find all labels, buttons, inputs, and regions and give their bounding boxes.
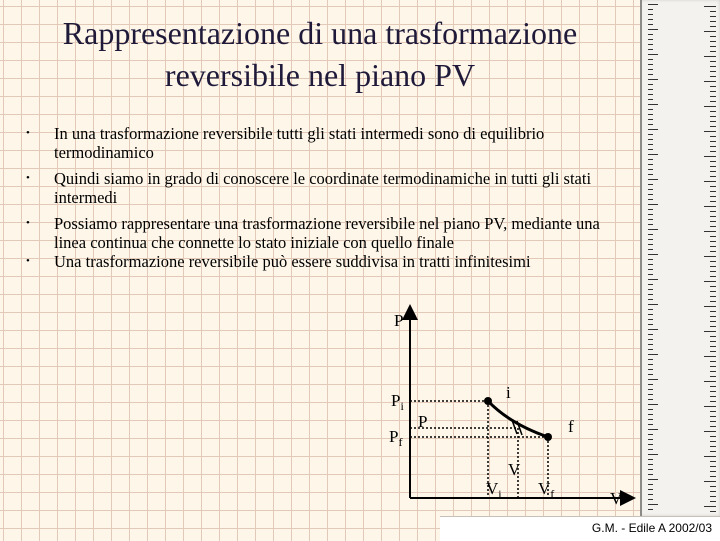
ruler-tick	[704, 81, 716, 82]
ruler-tick	[648, 309, 653, 310]
ruler-tick	[648, 414, 653, 415]
ruler-tick	[648, 154, 658, 155]
initial-state-point	[484, 397, 492, 405]
ruler-tick	[710, 86, 716, 87]
ruler-tick	[648, 429, 658, 430]
ruler-tick	[710, 141, 716, 142]
ruler-tick	[710, 266, 716, 267]
ruler-tick	[710, 221, 716, 222]
ruler-tick	[710, 386, 716, 387]
ruler-tick	[710, 201, 716, 202]
ruler-tick	[648, 149, 653, 150]
ruler-tick	[710, 36, 716, 37]
ruler-tick	[710, 126, 716, 127]
ruler-tick	[710, 301, 716, 302]
ruler-tick	[710, 101, 716, 102]
ruler-tick	[648, 4, 658, 5]
ruler-tick	[648, 164, 653, 165]
ruler-tick	[710, 146, 716, 147]
footer	[440, 516, 720, 541]
mid-v-label: V	[508, 460, 521, 479]
ruler-tick	[710, 371, 716, 372]
ruler-tick	[710, 236, 716, 237]
ruler-tick	[648, 9, 653, 10]
ruler-tick	[710, 366, 716, 367]
ruler-tick	[710, 46, 716, 47]
ruler-tick	[704, 156, 716, 157]
ruler-tick	[710, 311, 716, 312]
ruler-tick	[648, 104, 658, 105]
ruler-tick	[648, 329, 658, 330]
ruler-tick	[648, 304, 658, 305]
ruler-tick	[704, 181, 716, 182]
bullet-text: Quindi siamo in grado di conoscere le coordinate termodinamiche in tutti gli stati intermedi	[54, 169, 592, 207]
ruler-tick	[710, 391, 716, 392]
ruler-tick	[710, 121, 716, 122]
vf-label: $V_f$	[538, 479, 555, 501]
ruler-tick	[648, 459, 653, 460]
ruler-tick	[710, 26, 716, 27]
ruler-tick	[704, 406, 716, 407]
ruler-tick	[648, 159, 653, 160]
ruler-tick	[648, 419, 653, 420]
ruler-tick	[710, 151, 716, 152]
ruler-tick	[710, 166, 716, 167]
ruler-tick	[648, 229, 658, 230]
ruler-tick	[648, 79, 658, 80]
ruler-tick	[648, 174, 653, 175]
ruler-tick	[648, 244, 653, 245]
ruler-tick	[648, 179, 658, 180]
v-axis-label: V	[610, 489, 623, 508]
ruler-tick	[648, 434, 653, 435]
ruler-decoration	[640, 0, 720, 516]
ruler-tick	[648, 394, 653, 395]
ruler-tick	[648, 69, 653, 70]
ruler-tick	[648, 114, 653, 115]
ruler-tick	[648, 34, 653, 35]
ruler-scale	[648, 0, 672, 516]
ruler-tick	[648, 484, 653, 485]
ruler-tick	[710, 171, 716, 172]
ruler-tick	[648, 294, 653, 295]
ruler-tick	[648, 129, 658, 130]
ruler-tick	[710, 446, 716, 447]
ruler-tick	[710, 491, 716, 492]
ruler-tick	[648, 504, 658, 505]
ruler-tick	[710, 21, 716, 22]
bullet-dot: •	[26, 127, 30, 139]
ruler-tick	[704, 256, 716, 257]
ruler-tick	[648, 84, 653, 85]
ruler-tick	[648, 134, 653, 135]
ruler-tick	[648, 29, 658, 30]
ruler-tick	[648, 14, 653, 15]
ruler-tick	[648, 94, 653, 95]
ruler-scale-right	[690, 0, 716, 516]
ruler-tick	[710, 326, 716, 327]
bullet-dot: •	[26, 217, 30, 229]
ruler-tick	[710, 436, 716, 437]
bullet-text: In una trasformazione reversibile tutti gli stati intermedi sono di equilibrio termodinamico	[54, 124, 545, 162]
ruler-tick	[710, 41, 716, 42]
ruler-tick	[648, 194, 653, 195]
ruler-tick	[710, 226, 716, 227]
ruler-tick	[648, 314, 653, 315]
slide-title-line1: Rappresentazione di una trasformazione	[62, 15, 578, 51]
ruler-tick	[710, 421, 716, 422]
ruler-tick	[710, 251, 716, 252]
ruler-tick	[648, 99, 653, 100]
ruler-tick	[648, 479, 658, 480]
ruler-tick	[710, 336, 716, 337]
ruler-tick	[704, 106, 716, 107]
ruler-tick	[710, 466, 716, 467]
ruler-tick	[648, 119, 653, 120]
ruler-tick	[710, 501, 716, 502]
ruler-tick	[710, 291, 716, 292]
ruler-tick	[648, 449, 653, 450]
bullet-text: Possiamo rappresentare una trasformazione reversibile nel piano PV, mediante una linea continua che connette lo stato iniziale con quello finale	[54, 214, 600, 252]
ruler-tick	[648, 384, 653, 385]
ruler-tick	[648, 259, 653, 260]
ruler-tick	[710, 136, 716, 137]
ruler-tick	[648, 369, 653, 370]
ruler-tick	[710, 316, 716, 317]
ruler-tick	[648, 89, 653, 90]
ruler-tick	[710, 361, 716, 362]
ruler-tick	[648, 39, 653, 40]
ruler-tick	[648, 239, 653, 240]
ruler-tick	[710, 411, 716, 412]
ruler-tick	[710, 476, 716, 477]
ruler-tick	[648, 339, 653, 340]
ruler-tick	[648, 319, 653, 320]
ruler-tick	[710, 91, 716, 92]
ruler-tick	[710, 111, 716, 112]
ruler-tick	[648, 349, 653, 350]
ruler-tick	[648, 354, 658, 355]
ruler-tick	[710, 271, 716, 272]
slide-title-line2: reversibile nel piano PV	[164, 57, 476, 93]
ruler-tick	[648, 399, 653, 400]
ruler-tick	[704, 481, 716, 482]
ruler-tick	[648, 374, 653, 375]
ruler-tick	[648, 264, 653, 265]
ruler-tick	[710, 511, 716, 512]
ruler-tick	[704, 356, 716, 357]
ruler-tick	[710, 246, 716, 247]
ruler-tick	[648, 139, 653, 140]
ruler-tick	[710, 71, 716, 72]
ruler-tick	[648, 499, 653, 500]
ruler-tick	[648, 284, 653, 285]
ruler-tick	[648, 189, 653, 190]
ruler-tick	[648, 124, 653, 125]
ruler-tick	[710, 351, 716, 352]
ruler-tick	[648, 289, 653, 290]
ruler-tick	[710, 96, 716, 97]
pi-label: $P_i$	[391, 391, 404, 413]
ruler-tick	[710, 376, 716, 377]
ruler-tick	[710, 451, 716, 452]
ruler-tick	[648, 59, 653, 60]
ruler-tick	[648, 209, 653, 210]
ruler-tick	[704, 281, 716, 282]
ruler-tick	[648, 474, 653, 475]
ruler-tick	[648, 389, 653, 390]
ruler-tick	[648, 509, 653, 510]
state-i-label: i	[506, 383, 511, 402]
ruler-tick	[710, 186, 716, 187]
ruler-tick	[710, 486, 716, 487]
ruler-tick	[710, 441, 716, 442]
ruler-tick	[648, 219, 653, 220]
ruler-tick	[648, 234, 653, 235]
ruler-tick	[710, 346, 716, 347]
ruler-tick	[648, 404, 658, 405]
ruler-tick	[648, 424, 653, 425]
ruler-tick	[648, 109, 653, 110]
ruler-tick	[710, 471, 716, 472]
ruler-tick	[704, 6, 716, 7]
ruler-tick	[710, 496, 716, 497]
ruler-tick	[710, 161, 716, 162]
bullet-dot: •	[26, 255, 30, 267]
ruler-tick	[704, 456, 716, 457]
ruler-tick	[648, 249, 653, 250]
ruler-tick	[704, 31, 716, 32]
ruler-tick	[648, 444, 653, 445]
ruler-tick	[710, 116, 716, 117]
ruler-tick	[648, 54, 658, 55]
footer-credit: G.M. - Edile A 2002/03	[591, 521, 712, 535]
ruler-tick	[710, 11, 716, 12]
p-axis-label: P	[394, 311, 404, 330]
ruler-tick	[648, 169, 653, 170]
ruler-tick	[648, 279, 658, 280]
ruler-tick	[704, 231, 716, 232]
ruler-tick	[648, 269, 653, 270]
ruler-tick	[710, 61, 716, 62]
ruler-tick	[648, 364, 653, 365]
ruler-tick	[710, 191, 716, 192]
ruler-tick	[648, 214, 653, 215]
ruler-tick	[648, 254, 658, 255]
ruler-tick	[710, 401, 716, 402]
ruler-tick	[648, 144, 653, 145]
ruler-tick	[704, 131, 716, 132]
ruler-tick	[648, 24, 653, 25]
ruler-tick	[710, 261, 716, 262]
ruler-tick	[648, 19, 653, 20]
ruler-tick	[710, 426, 716, 427]
ruler-tick	[710, 341, 716, 342]
ruler-tick	[704, 56, 716, 57]
transformation-curve	[488, 401, 548, 437]
ruler-tick	[710, 416, 716, 417]
ruler-tick	[648, 489, 653, 490]
ruler-tick	[704, 381, 716, 382]
final-state-point	[544, 433, 552, 441]
ruler-tick	[710, 321, 716, 322]
ruler-tick	[648, 359, 653, 360]
ruler-tick	[648, 49, 653, 50]
ruler-tick	[648, 379, 658, 380]
ruler-tick	[648, 464, 653, 465]
vi-label: $V_i$	[486, 479, 502, 501]
ruler-tick	[710, 16, 716, 17]
ruler-tick	[648, 439, 653, 440]
ruler-tick	[648, 199, 653, 200]
pf-label: $P_f$	[389, 427, 403, 449]
ruler-tick	[710, 396, 716, 397]
ruler-tick	[648, 274, 653, 275]
ruler-tick	[648, 469, 653, 470]
ruler-tick	[710, 66, 716, 67]
ruler-tick	[648, 454, 658, 455]
ruler-tick	[648, 44, 653, 45]
ruler-tick	[704, 306, 716, 307]
ruler-tick	[648, 204, 658, 205]
ruler-tick	[704, 506, 716, 507]
ruler-tick	[710, 241, 716, 242]
ruler-tick	[648, 494, 653, 495]
bullet-dot: •	[26, 172, 30, 184]
ruler-tick	[704, 206, 716, 207]
ruler-tick	[704, 331, 716, 332]
ruler-tick	[648, 324, 653, 325]
ruler-tick	[648, 409, 653, 410]
ruler-tick	[648, 334, 653, 335]
ruler-tick	[648, 74, 653, 75]
ruler-tick	[648, 64, 653, 65]
ruler-tick	[710, 211, 716, 212]
ruler-tick	[710, 76, 716, 77]
ruler-tick	[710, 286, 716, 287]
mid-p-label: P	[418, 412, 428, 431]
ruler-tick	[710, 461, 716, 462]
ruler-tick	[710, 216, 716, 217]
ruler-tick	[710, 196, 716, 197]
ruler-tick	[648, 224, 653, 225]
ruler-tick	[648, 344, 653, 345]
ruler-tick	[710, 296, 716, 297]
ruler-tick	[648, 299, 653, 300]
ruler-tick	[710, 51, 716, 52]
ruler-tick	[710, 276, 716, 277]
ruler-tick	[710, 176, 716, 177]
ruler-tick	[704, 431, 716, 432]
state-f-label: f	[568, 417, 574, 436]
ruler-tick	[648, 184, 653, 185]
bullet-text: Una trasformazione reversibile può essere suddivisa in tratti infinitesimi	[54, 252, 531, 271]
